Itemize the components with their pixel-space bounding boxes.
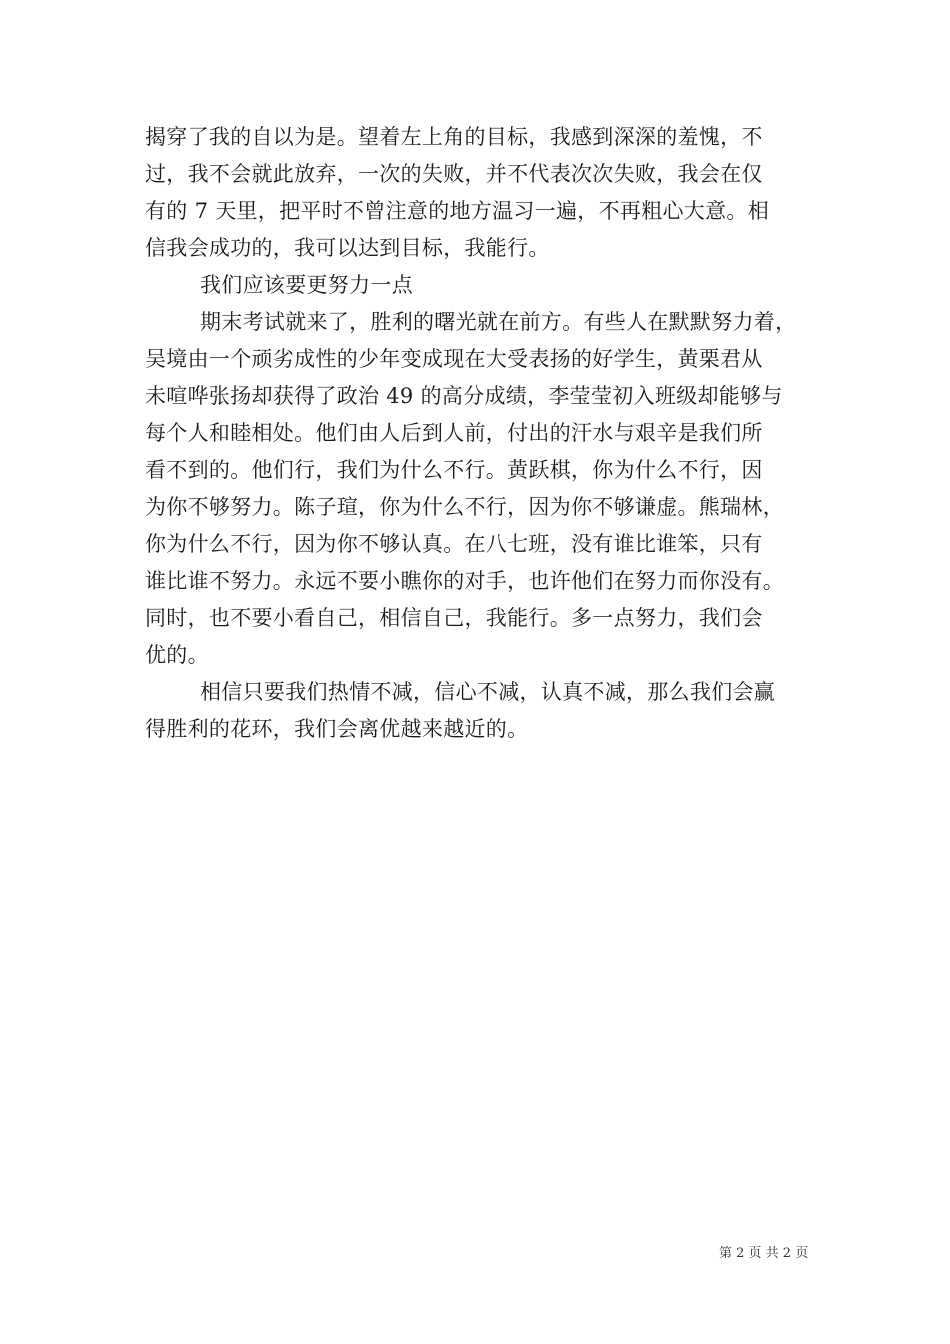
paragraph-line: 信我会成功的，我可以达到目标，我能行。 (145, 236, 550, 260)
paragraph-line: 每个人和睦相处。他们由人后到人前，付出的汗水与艰辛是我们所 (145, 421, 763, 445)
paragraph-line: 谁比谁不努力。永远不要小瞧你的对手，也许他们在努力而你没有。 (145, 569, 784, 593)
paragraph-line: 过，我不会就此放弃，一次的失败，并不代表次次失败，我会在仅 (145, 162, 763, 186)
paragraph-line: 看不到的。他们行，我们为什么不行。黄跃棋，你为什么不行，因 (145, 458, 763, 482)
paragraph-line: 同时，也不要小看自己，相信自己，我能行。多一点努力，我们会 (145, 606, 763, 630)
page-number: 第 2 页 共 2 页 (719, 1246, 809, 1261)
paragraph-line: 相信只要我们热情不减，信心不减，认真不减，那么我们会赢 (200, 680, 776, 704)
paragraph-line: 揭穿了我的自以为是。望着左上角的目标，我感到深深的羞愧，不 (145, 125, 763, 149)
paragraph-line: 有的 7 天里，把平时不曾注意的地方温习一遍，不再粗心大意。相 (145, 199, 770, 223)
paragraph-line: 期末考试就来了，胜利的曙光就在前方。有些人在默默努力着， (200, 310, 797, 334)
section-heading: 我们应该要更努力一点 (200, 273, 413, 297)
paragraph-line: 得胜利的花环，我们会离优越来越近的。 (145, 717, 529, 741)
paragraph-line: 优的。 (145, 643, 209, 667)
paragraph-line: 你为什么不行，因为你不够认真。在八七班，没有谁比谁笨，只有 (145, 532, 763, 556)
paragraph-line: 吴境由一个顽劣成性的少年变成现在大受表扬的好学生，黄栗君从 (145, 347, 763, 371)
paragraph-line: 未喧哗张扬却获得了政治 49 的高分成绩，李莹莹初入班级却能够与 (145, 384, 783, 408)
paragraph-line: 为你不够努力。陈子瑄，你为什么不行，因为你不够谦虚。熊瑞林， (145, 495, 784, 519)
